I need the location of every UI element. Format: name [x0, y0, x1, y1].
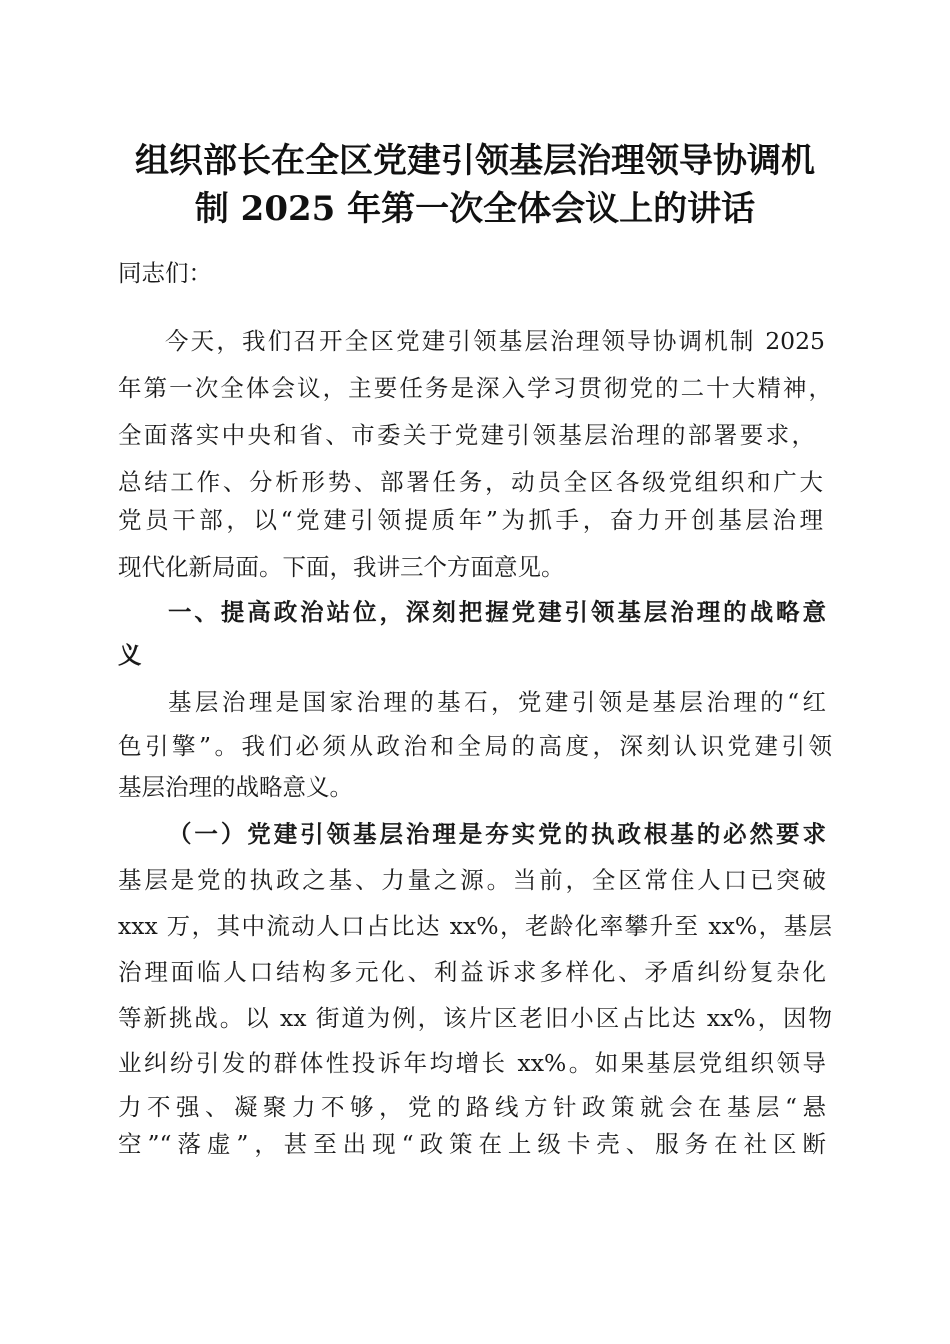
- body-line: 全面落实中央和省、市委关于党建引领基层治理的部署要求，: [118, 421, 815, 449]
- body-line: 空”“落虚”，甚至出现“政策在上级卡壳、服务在社区断: [118, 1130, 826, 1158]
- body-line: 业纠纷引发的群体性投诉年均增长 xx%。如果基层党组织领导: [118, 1049, 826, 1077]
- subsection-heading-1: （一）党建引领基层治理是夯实党的执政根基的必然要求: [168, 820, 826, 848]
- body-line: 色引擎”。我们必须从政治和全局的高度，深刻认识党建引领: [118, 732, 832, 760]
- document-title-line-1: 组织部长在全区党建引领基层治理领导协调机: [135, 141, 815, 181]
- body-line: xxx 万，其中流动人口占比达 xx%，老龄化率攀升至 xx%，基层: [118, 912, 832, 940]
- body-line: 基层是党的执政之基、力量之源。当前，全区常住人口已突破: [118, 866, 826, 894]
- section-heading-1-cont: 义: [118, 641, 142, 669]
- body-line: 年第一次全体会议，主要任务是深入学习贯彻党的二十大精神，: [118, 374, 832, 402]
- salutation: 同志们：: [118, 259, 212, 287]
- body-line: 等新挑战。以 xx 街道为例，该片区老旧小区占比达 xx%，因物: [118, 1004, 832, 1032]
- body-line: 基层治理的战略意义。: [118, 773, 353, 801]
- body-line: 治理面临人口结构多元化、利益诉求多样化、矛盾纠纷复杂化: [118, 958, 826, 986]
- body-line: 力不强、凝聚力不够，党的路线方针政策就会在基层“悬: [118, 1093, 826, 1121]
- document-title-line-2: 制 2025 年第一次全体会议上的讲话: [194, 189, 756, 229]
- body-line: 党员干部，以“党建引领提质年”为抓手，奋力开创基层治理: [118, 506, 823, 534]
- body-line: 今天，我们召开全区党建引领基层治理领导协调机制 2025: [165, 327, 825, 355]
- body-line: 基层治理是国家治理的基石，党建引领是基层治理的“红: [168, 688, 826, 716]
- body-line: 现代化新局面。下面，我讲三个方面意见。: [118, 553, 565, 581]
- body-line: 总结工作、分析形势、部署任务，动员全区各级党组织和广大: [118, 468, 823, 496]
- section-heading-1: 一、提高政治站位，深刻把握党建引领基层治理的战略意: [168, 598, 826, 626]
